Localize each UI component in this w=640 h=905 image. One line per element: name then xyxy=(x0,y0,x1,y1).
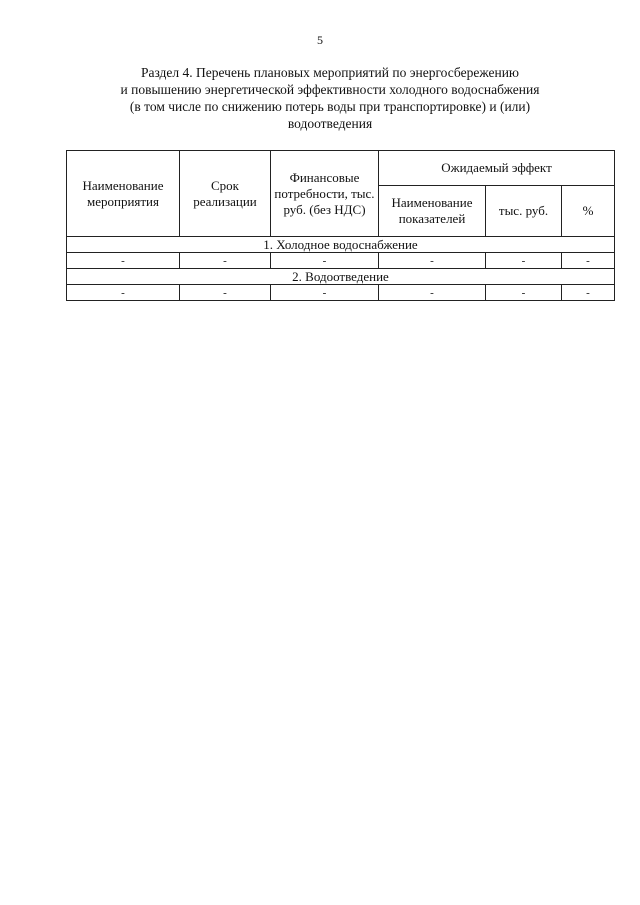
table-section-row xyxy=(67,269,615,285)
section-title xyxy=(60,64,600,132)
table-cell: - xyxy=(379,285,486,301)
table-row xyxy=(67,285,615,301)
header-financial-needs: Финансовые потребности, тыс. руб. (без НДС) xyxy=(271,151,379,237)
section-title-line: и повышению энергетической эффективности холодного водоснабжения xyxy=(120,82,540,97)
section-title-line: (в том числе по снижению потерь воды при транспортировке) и (или) xyxy=(129,99,531,114)
table-row xyxy=(67,253,615,269)
table-cell: - xyxy=(180,253,271,269)
header-percent: % xyxy=(562,186,615,237)
section-title-line: водоотведения xyxy=(287,116,373,131)
header-term: Срок реализации xyxy=(180,151,271,237)
header-thousand-rub: тыс. руб. xyxy=(486,186,562,237)
table-cell: - xyxy=(562,253,615,269)
table-cell: - xyxy=(67,253,180,269)
header-measure-name: Наименование мероприятия xyxy=(67,151,180,237)
measures-table xyxy=(66,150,615,301)
header-indicator-names: Наименование показателей xyxy=(379,186,486,237)
table-header-row xyxy=(67,151,615,186)
table-cell: - xyxy=(486,285,562,301)
page-number: 5 xyxy=(317,33,323,47)
table-cell: - xyxy=(271,253,379,269)
table-cell: - xyxy=(562,285,615,301)
header-expected-effect: Ожидаемый эффект xyxy=(379,151,615,186)
table-cell: - xyxy=(180,285,271,301)
section-sewerage-title: 2. Водоотведение xyxy=(67,269,615,285)
table-cell: - xyxy=(486,253,562,269)
section-title-line: Раздел 4. Перечень плановых мероприятий по энергосбережению xyxy=(140,65,520,80)
table-cell: - xyxy=(379,253,486,269)
table-section-row xyxy=(67,237,615,253)
section-cold-water-title: 1. Холодное водоснабжение xyxy=(67,237,615,253)
table-cell: - xyxy=(271,285,379,301)
table-cell: - xyxy=(67,285,180,301)
